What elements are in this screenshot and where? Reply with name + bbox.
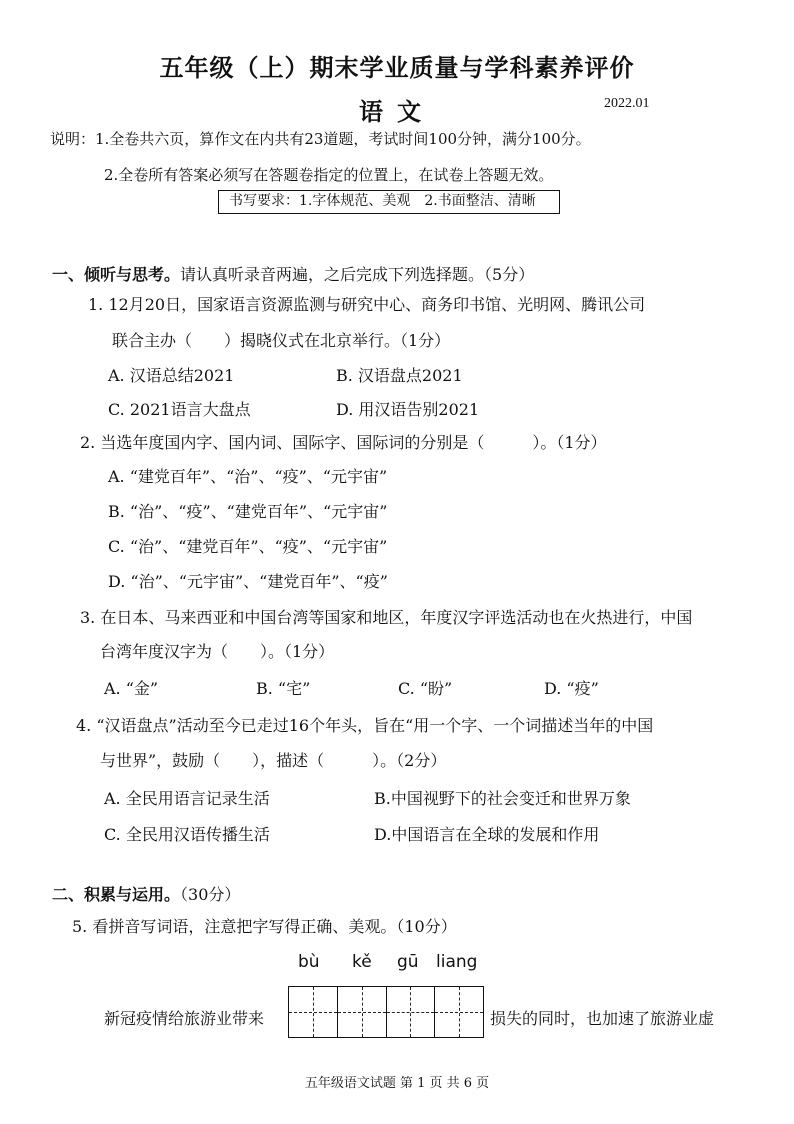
writing-requirement-box: 书写要求：1.字体规范、美观 2.书面整洁、清晰 xyxy=(218,190,560,214)
q3-option-c: C. “盼” xyxy=(398,679,453,698)
q3-option-d: D. “疫” xyxy=(544,679,599,698)
q5-text-after: 损失的同时，也加速了旅游业虚 xyxy=(490,1009,715,1028)
section-2-points: （30分） xyxy=(180,885,241,904)
subject-title: 语文 xyxy=(359,97,435,126)
section-2-title: 二、积累与运用。 xyxy=(52,885,181,904)
q2-option-a: A. “建党百年”、“治”、“疫”、“元宇宙” xyxy=(108,467,388,486)
section-1-title: 一、倾听与思考。 xyxy=(52,265,181,284)
q4-option-d: D.中国语言在全球的发展和作用 xyxy=(374,825,600,844)
section-2-heading xyxy=(52,882,240,905)
question-3-line-1: 3. 在日本、马来西亚和中国台湾等国家和地区，年度汉字评选活动也在火热进行，中国 xyxy=(80,608,693,627)
question-2-line-1: 2. 当选年度国内字、国内词、国际字、国际词的分别是（ ）。（1分） xyxy=(80,433,607,452)
instructions-line-1: 说明：1.全卷共六页，算作文在内共有23道题，考试时间100分钟，满分100分。 xyxy=(50,130,591,148)
q4-option-a: A. 全民用语言记录生活 xyxy=(104,789,270,808)
writing-cell-3[interactable] xyxy=(387,987,436,1037)
instructions-line-2: 2.全卷所有答案必须写在答题卷指定的位置上，在试卷上答题无效。 xyxy=(104,166,554,184)
section-1-heading xyxy=(52,262,534,285)
question-3-line-2: 台湾年度汉字为（ ）。（1分） xyxy=(100,642,335,661)
question-1-line-2: 联合主办（ ）揭晓仪式在北京举行。（1分） xyxy=(112,331,451,350)
page-footer: 五年级语文试题 第 1 页 共 6 页 xyxy=(304,1076,490,1091)
writing-cell-2[interactable] xyxy=(338,987,387,1037)
q1-option-c: C. 2021语言大盘点 xyxy=(108,400,251,419)
section-1-instruction: 请认真听录音两遍，之后完成下列选择题。（5分） xyxy=(180,265,535,284)
writing-cell-4[interactable] xyxy=(435,987,483,1037)
pinyin-3: gū xyxy=(397,952,419,972)
writing-grid[interactable] xyxy=(288,986,484,1038)
exam-date: 2022.01 xyxy=(604,96,650,111)
q2-option-d: D. “治”、“元宇宙”、“建党百年”、“疫” xyxy=(108,572,388,591)
q2-option-b: B. “治”、“疫”、“建党百年”、“元宇宙” xyxy=(108,502,388,521)
exam-title: 五年级（上）期末学业质量与学科素养评价 xyxy=(159,53,635,82)
q1-option-d: D. 用汉语告别2021 xyxy=(336,400,480,419)
question-4-line-1: 4. “汉语盘点”活动至今已走过16个年头，旨在“用一个字、一个词描述当年的中国 xyxy=(76,716,654,735)
writing-cell-1[interactable] xyxy=(289,987,338,1037)
pinyin-1: bù xyxy=(298,952,320,972)
q4-option-b: B.中国视野下的社会变迁和世界万象 xyxy=(374,789,631,808)
q1-option-a: A. 汉语总结2021 xyxy=(108,366,235,385)
q3-option-b: B. “宅” xyxy=(256,679,311,698)
pinyin-2: kě xyxy=(352,952,372,972)
q2-option-c: C. “治”、“建党百年”、“疫”、“元宇宙” xyxy=(108,537,388,556)
question-1-line-1: 1. 12月20日，国家语言资源监测与研究中心、商务印书馆、光明网、腾讯公司 xyxy=(88,295,646,314)
pinyin-4: liang xyxy=(436,952,478,972)
question-5-line-1: 5. 看拼音写词语，注意把字写得正确、美观。（10分） xyxy=(72,917,457,936)
q1-option-b: B. 汉语盘点2021 xyxy=(336,366,463,385)
question-4-line-2: 与世界”，鼓励（ ），描述（ ）。（2分） xyxy=(100,751,447,770)
q5-text-before: 新冠疫情给旅游业带来 xyxy=(104,1009,265,1028)
q3-option-a: A. “金” xyxy=(104,679,159,698)
q4-option-c: C. 全民用汉语传播生活 xyxy=(104,825,270,844)
